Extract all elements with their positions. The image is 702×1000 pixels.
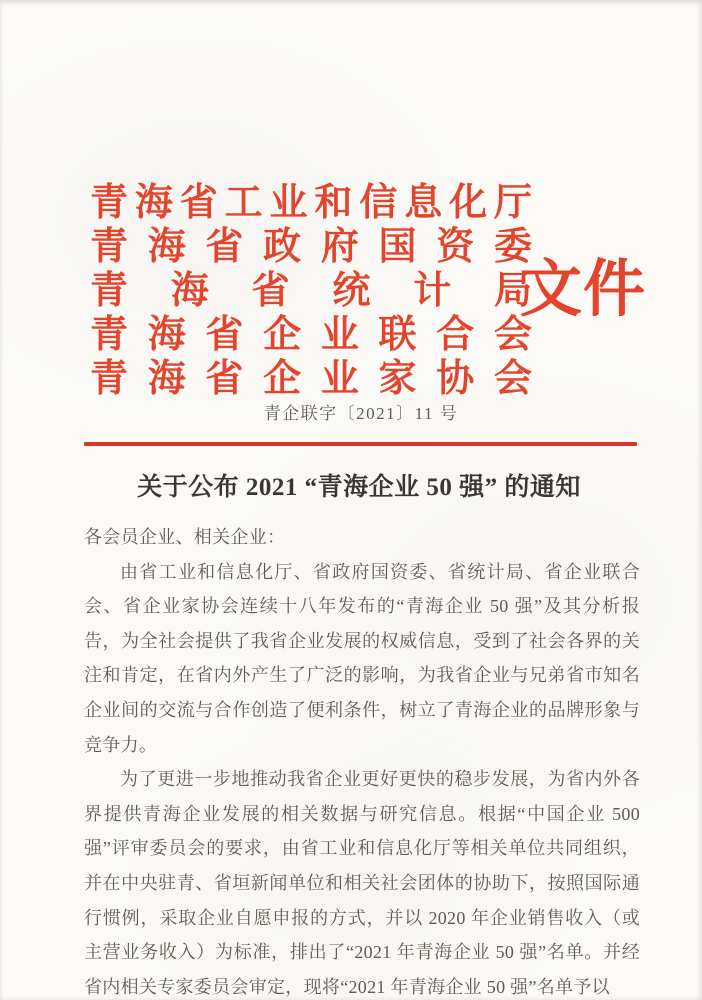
letterhead [90,181,532,401]
red-divider-line [84,442,637,446]
letterhead-org-line-4: 青海省企业联合会 [90,314,532,356]
letterhead-org-line-2: 青海省政府国资委 [90,226,532,268]
document-title: 关于公布 2021 “青海企业 50 强” 的通知 [137,474,581,501]
document-body [84,520,640,1000]
letterhead-org-line-3: 青海省统计局 [90,270,532,312]
document-number: 青企联字〔2021〕11 号 [263,404,459,423]
body-paragraph-2: 为了更进一步地推动我省企业更好更快的稳步发展，为省内外各界提供青海企业发展的相关数据与研究信息。根据“中国企业 500 强”评审委员会的要求，由省工业和信息化厅等相关单位共同组织，并在中央驻青、省垣新闻单位和相关社会团体的协助下，按照国际通行惯例，采取企业自愿申报的方式，并以 2020 年企业销售收入（或主营业务收入）为标准，排出了“2021 年青海企业 50 强”名单。并经省内相关专家委员会审定，现将“2021 年青海企业 50 强”名单予以 [84,769,640,997]
salutation: 各会员企业、相关企业： [84,527,286,547]
letterhead-org-line-1: 青海省工业和信息化厅 [90,182,532,224]
letterhead-document-label: 文件 [520,256,647,324]
body-paragraph-1: 由省工业和信息化厅、省政府国资委、省统计局、省企业联合会、省企业家协会连续十八年发布的“青海企业 50 强”及其分析报告，为全社会提供了我省企业发展的权威信息，受到了社会各界的关注和肯定，在省内外产生了广泛的影响，为我省企业与兄弟省市知名企业间的交流与合作创造了便利条件，树立了青海企业的品牌形象与竞争力。 [84,561,640,755]
letterhead-org-line-5: 青海省企业家协会 [90,358,532,400]
